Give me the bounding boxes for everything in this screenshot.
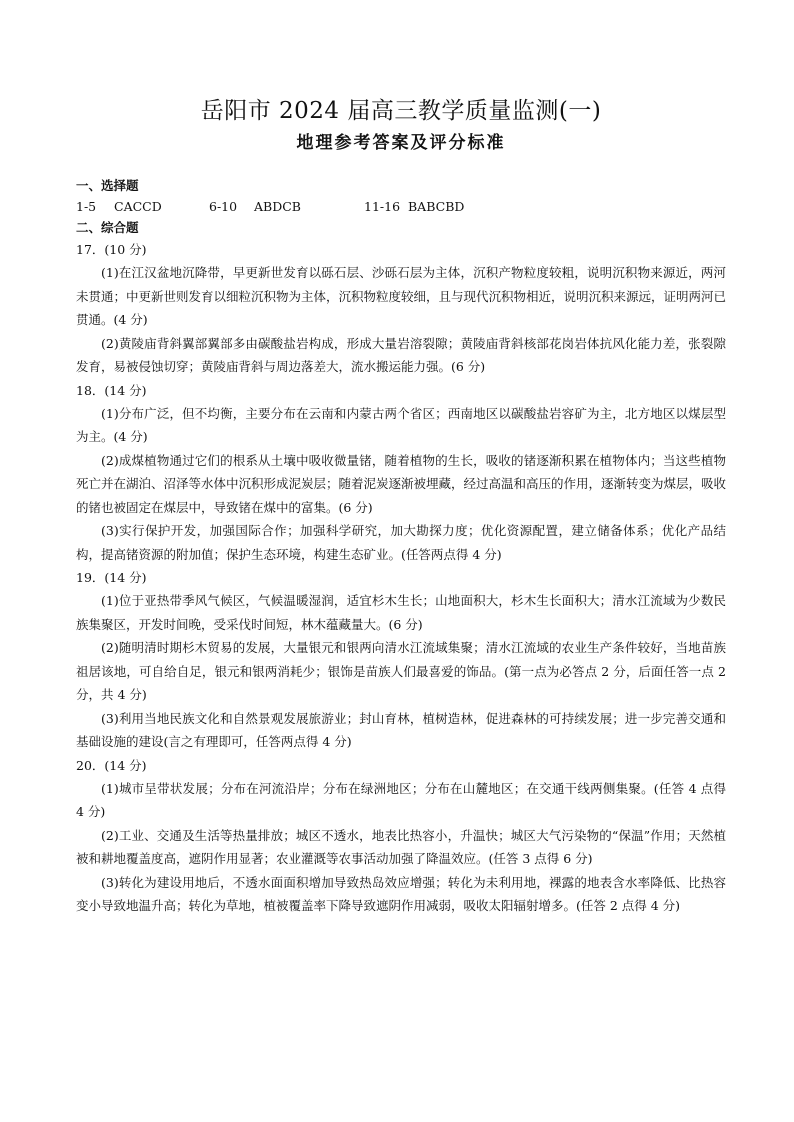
answer-paragraph: (3)实行保护开发，加强国际合作；加强科学研究，加大勘探力度；优化资源配置，建立储备体系；优化产品结构，提高锗资源的附加值；保护生态环境，构建生态矿业。(任答两点得 4 分)	[76, 523, 726, 562]
answer-paragraph: (2)随明清时期杉木贸易的发展，大量银元和银两向清水江流域集聚；清水江流域的农业生产条件较好，当地苗族祖居该地，可自给自足，银元和银两消耗少；银饰是苗族人们最喜爱的饰品。(第一点为必答点 2 分，后面任答一点 2 分，共 4 分)	[76, 640, 726, 702]
answer-paragraph: (1)在江汉盆地沉降带，早更新世发育以砾石层、沙砾石层为主体，沉积产物粒度较粗，说明沉积物来源近，两河未贯通；中更新世则发育以细粒沉积物为主体，沉积物粒度较细，且与现代沉积物相近，说明沉积来源远，证明两河已贯通。(4 分)	[76, 265, 727, 327]
answer-paragraph: (1)城市呈带状发展；分布在河流沿岸；分布在绿洲地区；分布在山麓地区；在交通干线两侧集聚。(任答 4 点得 4 分)	[76, 780, 726, 819]
choice-answers: ABDCB	[254, 199, 301, 214]
answer-paragraph: (2)工业、交通及生活等热量排放；城区不透水，地表比热容小，升温快；城区大气污染物的“保温”作用；天然植被和耕地覆盖度高，遮阴作用显著；农业灌溉等农事活动加强了降温效应。(任答 3 点得 6 分)	[76, 827, 726, 866]
choice-range: 1-5	[76, 199, 97, 214]
question-heading: 18．(14 分)	[76, 382, 147, 398]
answer-paragraph: (1)位于亚热带季风气候区，气候温暖湿润，适宜杉木生长；山地面积大，杉木生长面积大；清水江流域为少数民族集聚区，开发时间晚，受采伐时间短，林木蕴藏量大。(6 分)	[76, 593, 726, 632]
section-choice-heading: 一、选择题	[76, 178, 139, 193]
question-18	[76, 379, 726, 567]
page-subtitle: 地理参考答案及评分标准	[296, 133, 506, 153]
answer-paragraph: (2)黄陵庙背斜翼部翼部多由碳酸盐岩构成，形成大量岩溶裂隙；黄陵庙背斜核部花岗岩体抗风化能力差，张裂隙发育，易被侵蚀切穿；黄陵庙背斜与周边落差大，流水搬运能力强。(6 分)	[76, 335, 726, 374]
answer-paragraph: (1)分布广泛，但不均衡，主要分布在云南和内蒙古两个省区；西南地区以碳酸盐岩容矿为主，北方地区以煤层型为主。(4 分)	[76, 405, 726, 444]
choice-range: 11-16	[364, 199, 401, 214]
section-comprehensive-heading: 二、综合题	[76, 220, 139, 235]
choice-answers: CACCD	[114, 199, 162, 214]
answer-paragraph: (2)成煤植物通过它们的根系从土壤中吸收微量锗，随着植物的生长，吸收的锗逐渐积累在植物体内；当这些植物死亡并在湖泊、沼泽等水体中沉积形成泥炭层；随着泥炭逐渐被埋藏，经过高温和高压的作用，逐渐转变为煤层，吸收的锗也被固定在煤层中，导致锗在煤中的富集。(6 分)	[76, 452, 727, 515]
question-heading: 19．(14 分)	[76, 570, 147, 585]
question-20	[76, 754, 726, 918]
page-title: 岳阳市 2024 届高三教学质量监测(一)	[200, 98, 602, 124]
answer-sheet	[76, 96, 726, 918]
choice-range: 6-10	[209, 199, 238, 214]
question-19	[76, 566, 726, 754]
question-heading: 17．(10 分)	[76, 242, 147, 257]
answer-paragraph: (3)转化为建设用地后，不透水面面积增加导致热岛效应增强；转化为未利用地，裸露的地表含水率降低、比热容变小导致地温升高；转化为草地，植被覆盖率下降导致遮阴作用减弱，吸收太阳辐射增多。(任答 2 点得 4 分)	[76, 874, 726, 913]
question-17	[76, 238, 726, 379]
answer-paragraph: (3)利用当地民族文化和自然景观发展旅游业；封山育林，植树造林，促进森林的可持续发展；进一步完善交通和基础设施的建设(言之有理即可，任答两点得 4 分)	[76, 710, 726, 749]
choice-answers-row	[76, 196, 726, 218]
question-heading: 20．(14 分)	[76, 757, 147, 773]
choice-answers: BABCBD	[408, 199, 465, 214]
